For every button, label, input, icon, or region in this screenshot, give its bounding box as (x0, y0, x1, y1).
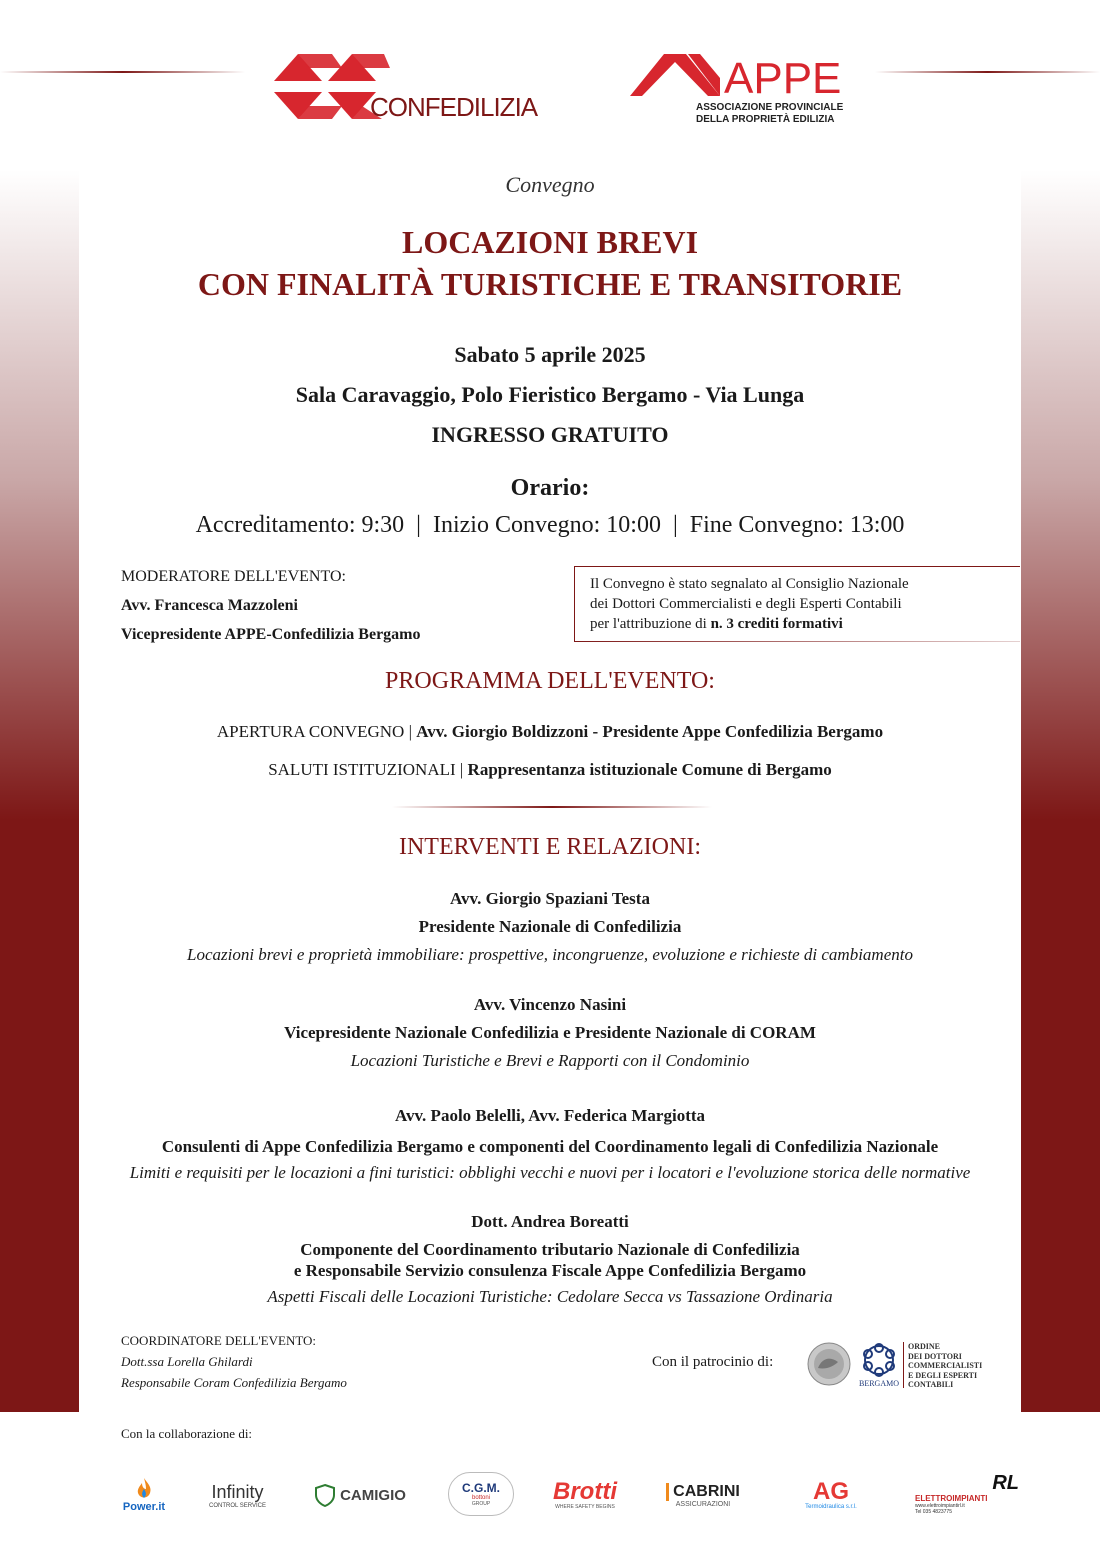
sponsor-power-name: Power.it (122, 1501, 166, 1513)
sponsor-ag-name: AG (813, 1478, 849, 1505)
commercialisti-order-text (908, 1342, 982, 1390)
program-item-label: APERTURA CONVEGNO | (216, 722, 417, 741)
sponsor-cabrini-sub: ASSICURAZIONI (675, 1500, 731, 1508)
moderator-name: Avv. Francesca Mazzoleni (121, 597, 298, 614)
sponsor-cabrini (658, 1470, 748, 1520)
svg-text:CONFEDILIZIA: CONFEDILIZIA (370, 92, 538, 122)
credits-box (574, 566, 1020, 642)
sponsor-cgm-name: C.G.M. (462, 1481, 500, 1495)
event-venue: Sala Caravaggio, Polo Fieristico Bergamo - Via Lunga (295, 382, 805, 407)
bergamo-seal-icon (806, 1340, 852, 1390)
talk-role-continued: e Responsabile Servizio consulenza Fiscale Appe Confedilizia Bergamo (293, 1261, 807, 1280)
event-title-line-2: CON FINALITÀ TURISTICHE E TRANSITORIE (197, 266, 903, 302)
sponsor-rl-mark: RL (992, 1472, 1019, 1494)
talk-role: Consulenti di Appe Confedilizia Bergamo e componenti del Coordinamento legali di Confedilizia Nazionale (161, 1137, 939, 1156)
schedule-times: Accreditamento: 9:30 | Inizio Convegno: 10:00 | Fine Convegno: 13:00 (195, 512, 905, 538)
talk-speaker: Avv. Giorgio Spaziani Testa (450, 889, 650, 908)
event-kicker: Convegno (505, 172, 595, 197)
coordinator-name: Dott.ssa Lorella Ghilardi (121, 1354, 253, 1369)
svg-text:APPE: APPE (724, 54, 842, 103)
order-line: ORDINE (908, 1342, 941, 1351)
sponsor-elettro-web: www.elettroimpiantirl.it (915, 1502, 965, 1509)
talk-role: Componente del Coordinamento tributario Nazionale di Confedilizia (300, 1240, 800, 1259)
program-item-detail: Rappresentanza istituzionale Comune di Bergamo (467, 760, 832, 779)
credits-line-2: dei Dottori Commercialisti e degli Esperti Contabili (590, 596, 902, 612)
credits-line-3-prefix: per l'attribuzione di (590, 616, 711, 632)
sponsor-infinity-sub: CONTROL SERVICE (208, 1502, 266, 1509)
talk-speaker: Avv. Vincenzo Nasini (473, 995, 627, 1014)
sponsor-brotti-name: Brotti (553, 1478, 617, 1505)
program-item-label: SALUTI ISTITUZIONALI | (268, 760, 468, 779)
sponsor-power (118, 1470, 170, 1520)
order-line: DEI DOTTORI (908, 1351, 962, 1361)
svg-text:ASSOCIAZIONE PROVINCIALE: ASSOCIAZIONE PROVINCIALE (696, 102, 843, 113)
collaboration-label: Con la collaborazione di: (121, 1426, 253, 1441)
talk-topic: Locazioni Turistiche e Brevi e Rapporti con il Condominio (350, 1051, 750, 1070)
section-divider (392, 806, 712, 808)
sponsor-infinity-name: Infinity (211, 1481, 264, 1502)
talk-topic: Aspetti Fiscali delle Locazioni Turistiche: Cedolare Secca vs Tassazione Ordinaria (267, 1287, 833, 1306)
svg-text:BERGAMO: BERGAMO (858, 1379, 900, 1388)
sponsor-elettro-name: ELETTROIMPIANTI (915, 1493, 988, 1503)
sponsor-elettroimpianti (915, 1470, 1025, 1520)
coordinator-label: COORDINATORE DELL'EVENTO: (121, 1333, 317, 1348)
sponsor-ag-sub: Termoidraulica s.r.l. (805, 1504, 857, 1510)
talk-role: Vicepresidente Nazionale Confedilizia e Presidente Nazionale di CORAM (284, 1023, 816, 1042)
credits-count: n. 3 crediti formativi (710, 616, 843, 632)
program-item-detail: Avv. Giorgio Boldizzoni - Presidente Appe Confedilizia Bergamo (416, 722, 884, 741)
shield-icon (314, 1483, 336, 1507)
sponsor-cgm-sub-2: GROUP (471, 1501, 491, 1507)
confedilizia-logo (270, 48, 542, 124)
patronage-divider (903, 1342, 904, 1388)
program-title: PROGRAMMA DELL'EVENTO: (385, 668, 715, 694)
sponsor-camigio (306, 1470, 414, 1520)
patronage-label: Con il patrocinio di: (652, 1354, 774, 1370)
sponsor-cgm-sub: bottoni (471, 1495, 490, 1501)
order-line: CONTABILI (908, 1380, 954, 1389)
order-line: E DEGLI ESPERTI (908, 1370, 978, 1380)
moderator-role: Vicepresidente APPE-Confedilizia Bergamo (121, 626, 421, 643)
page-header (0, 0, 1100, 150)
order-line: COMMERCIALISTI (908, 1361, 983, 1370)
event-entry: INGRESSO GRATUITO (431, 422, 669, 447)
talk-speaker: Dott. Andrea Boreatti (471, 1212, 629, 1231)
credits-line-1: Il Convegno è stato segnalato al Consiglio Nazionale (590, 576, 909, 592)
sponsor-cabrini-name: CABRINI (666, 1483, 740, 1501)
program-item (79, 760, 1021, 780)
talk-role: Presidente Nazionale di Confedilizia (418, 917, 682, 936)
sponsor-brotti-sub: WHERE SAFETY BEGINS (555, 1504, 615, 1510)
schedule-title: Orario: (510, 475, 590, 501)
credits-line-3 (590, 616, 843, 633)
event-title-line-1: LOCAZIONI BREVI (401, 224, 699, 260)
header-rule-left (0, 71, 245, 73)
appe-logo (628, 48, 843, 126)
talk-speaker: Avv. Paolo Belelli, Avv. Federica Margiotta (394, 1106, 706, 1125)
sponsor-cgm (448, 1472, 514, 1516)
sponsor-brotti (546, 1470, 624, 1520)
program-item (79, 722, 1021, 742)
talks-title: INTERVENTI E RELAZIONI: (398, 834, 701, 860)
sponsor-ag (782, 1470, 880, 1520)
header-rule-right (875, 71, 1100, 73)
flame-icon (133, 1477, 155, 1501)
sponsor-infinity (200, 1470, 275, 1520)
svg-text:DELLA PROPRIETÀ EDILIZIA: DELLA PROPRIETÀ EDILIZIA (696, 114, 835, 125)
moderator-label: MODERATORE DELL'EVENTO: (121, 568, 346, 585)
commercialisti-emblem-icon (856, 1340, 902, 1388)
sponsor-camigio-name: CAMIGIO (340, 1486, 406, 1504)
coordinator-role: Responsabile Coram Confedilizia Bergamo (121, 1375, 347, 1390)
talk-topic: Limiti e requisiti per le locazioni a fini turistici: obblighi vecchi e nuovi per i locatori e l'evoluzione storica delle normative (129, 1163, 971, 1182)
sponsor-elettro-tel: Tel 035 4823775 (915, 1508, 952, 1515)
event-date: Sabato 5 aprile 2025 (454, 342, 646, 367)
talk-topic: Locazioni brevi e proprietà immobiliare: prospettive, incongruenze, evoluzione e richieste di cambiamento (187, 945, 913, 964)
